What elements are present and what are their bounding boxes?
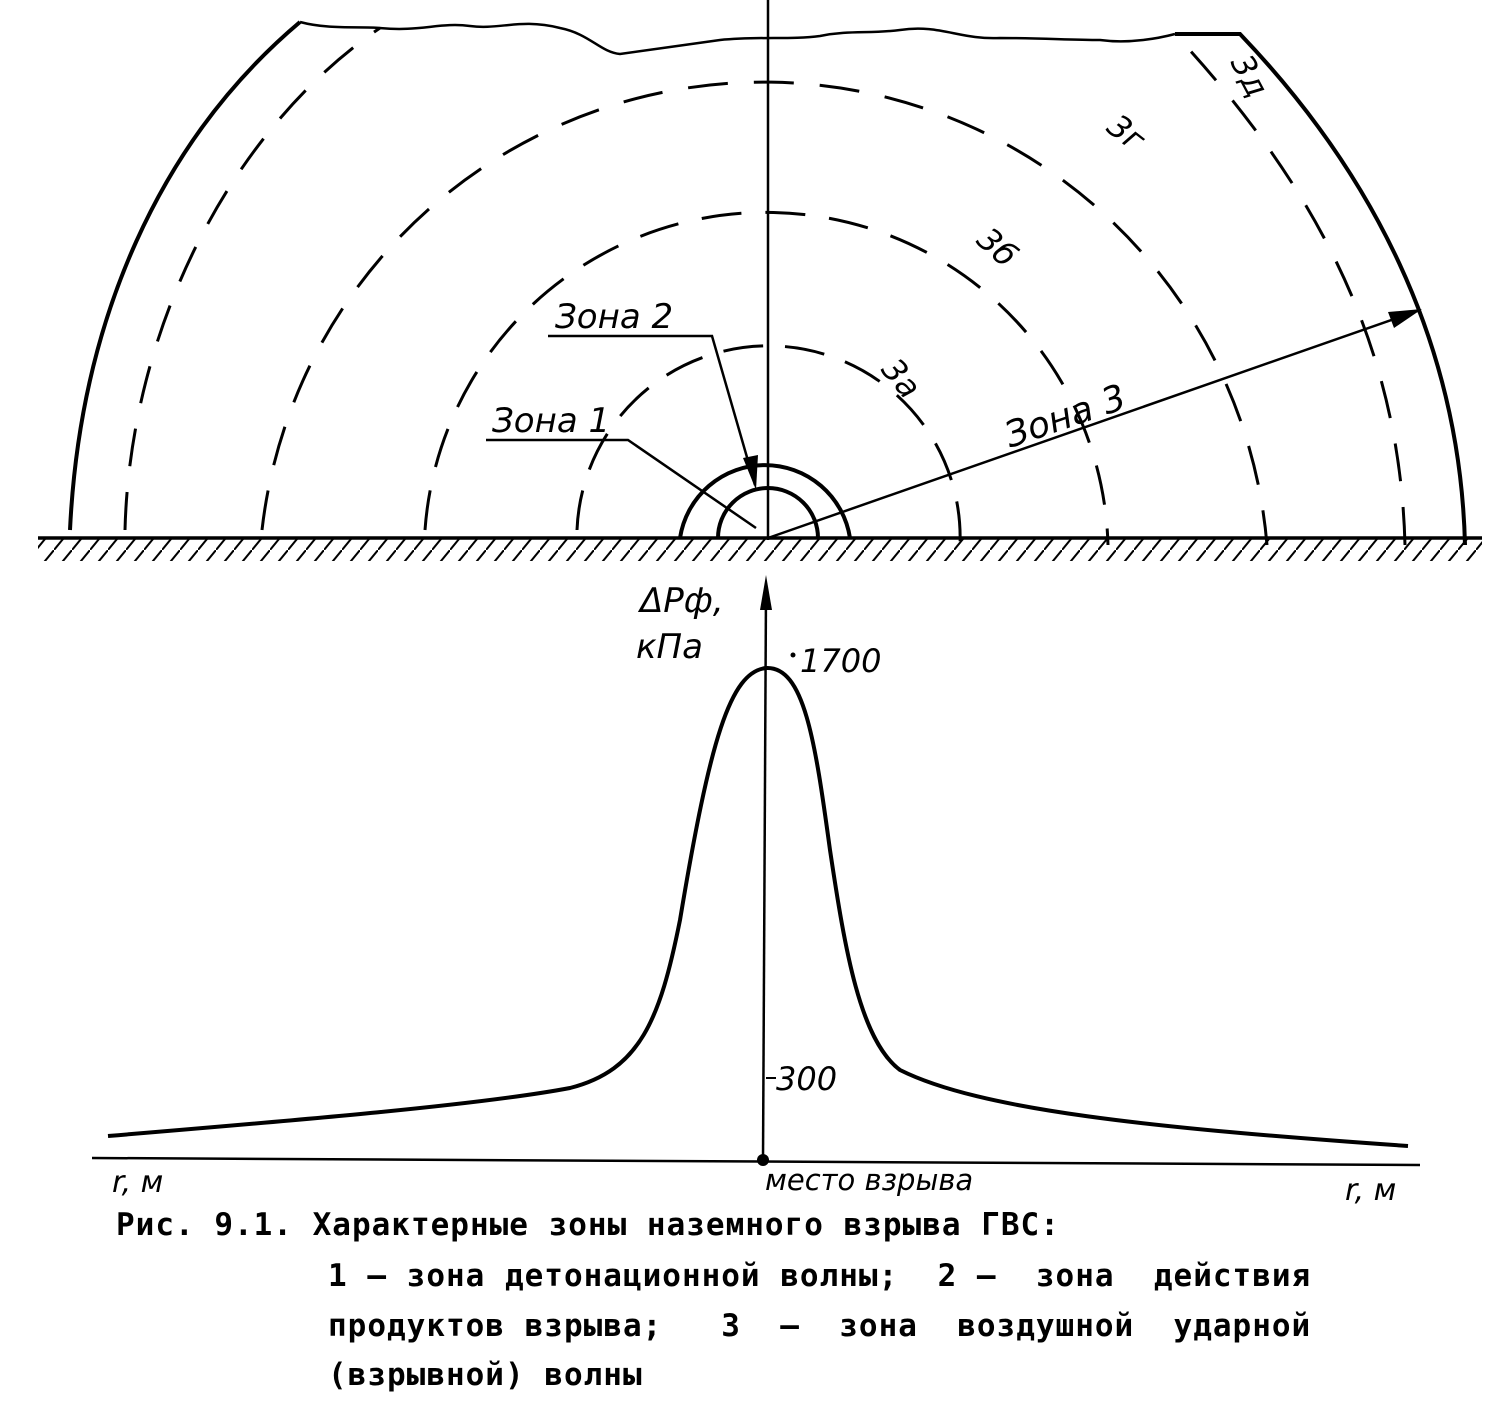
caption-title: Рис. 9.1. Характерные зоны наземного взрыва ГВС: <box>116 1207 1060 1243</box>
subzone-3a-label: 3а <box>873 350 929 406</box>
pressure-curve <box>108 668 1408 1146</box>
subzone-3d-label: 3д <box>1222 47 1277 104</box>
x-axis-label-right: r, м <box>1345 1173 1397 1208</box>
zone2-boundary <box>680 465 850 538</box>
zone3-outer-boundary <box>70 22 300 530</box>
zone3-radius-arrowhead <box>1388 309 1422 328</box>
peak-value-label: 1700 <box>800 642 882 680</box>
x-axis-label-left: r, м <box>112 1165 164 1200</box>
zone2-leader-arrowhead <box>743 455 758 490</box>
zone1-label: Зона 1 <box>492 401 611 441</box>
pressure-profile-chart <box>92 575 1420 1208</box>
zone3-label: Зона 3 <box>999 377 1132 457</box>
subzone-3g-arc-right <box>1175 34 1405 545</box>
mid-value-label: 300 <box>776 1060 838 1098</box>
zone2-label: Зона 2 <box>555 297 674 337</box>
cloud-top-outline <box>300 22 1175 54</box>
y-axis <box>763 590 766 1160</box>
zone1-leader <box>486 440 756 528</box>
y-axis-label-unit: кПа <box>636 627 703 667</box>
subzone-3b-label: 3б <box>969 219 1025 275</box>
caption-line-2: продуктов взрыва; 3 – зона воздушной ударной <box>328 1308 1312 1344</box>
x-axis <box>92 1158 1420 1165</box>
caption-line-3: (взрывной) волны <box>328 1357 643 1393</box>
tick-1700 <box>791 653 796 658</box>
y-axis-arrowhead <box>760 575 772 610</box>
subzone-3v-arc <box>262 82 1267 545</box>
subzone-3g-arc <box>125 28 380 530</box>
zone3-outer-boundary-right <box>1175 34 1465 545</box>
y-axis-label-top: ΔPф, <box>640 581 724 621</box>
explosion-site-label: место взрыва <box>765 1163 974 1197</box>
caption-line-1: 1 – зона детонационной волны; 2 – зона действия <box>328 1258 1312 1294</box>
subzone-3g-label: 3г <box>1100 106 1153 160</box>
